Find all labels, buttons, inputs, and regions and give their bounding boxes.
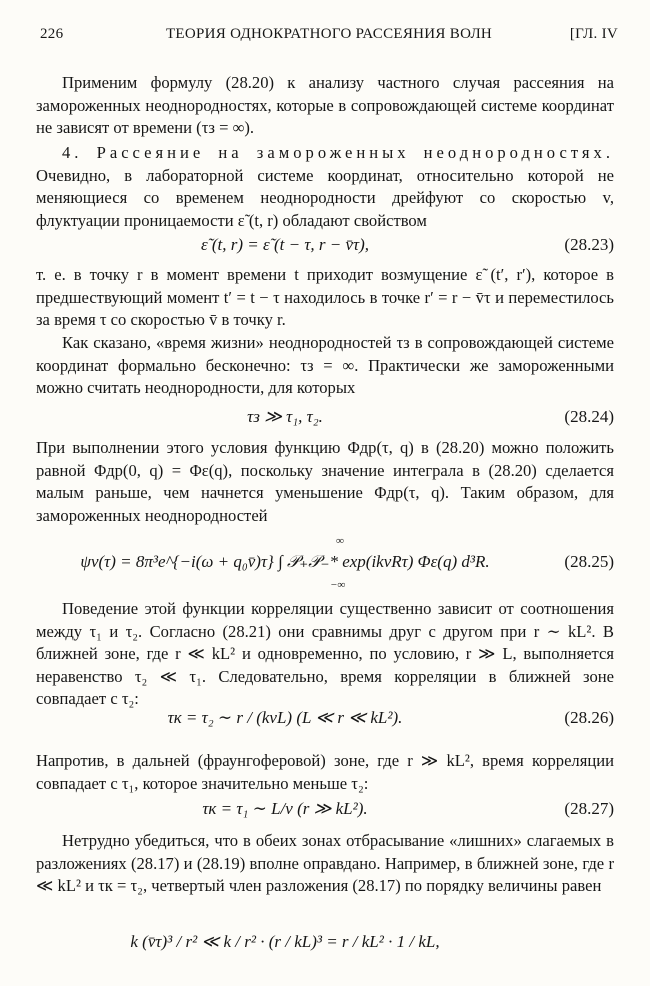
paragraph-correlation: Поведение этой функции корреляции существенно зависит от соотношения между τ₁ и τ₂. Согласно (28.21) они сравнимы друг с другом при r ∼ kL². В ближней зоне, где r ≪ kL² и одновременно, по условию, r ≫ L, выполняется неравенство τ₂ ≪ τ₁. Следовательно, время корреляции в ближней зоне совпадает с τ₂: bbox=[36, 599, 614, 708]
equation-number: (28.27) bbox=[564, 799, 614, 818]
integral-lower-limit: −∞ bbox=[330, 579, 346, 591]
equation-28-26 bbox=[36, 706, 614, 730]
integral-upper-limit: ∞ bbox=[336, 535, 344, 547]
equation-number: (28.24) bbox=[564, 407, 614, 426]
paragraph-intro: Применим формулу (28.20) к анализу частного случая рассеяния на замороженных неоднородностях, которые в сопровождающей системе координат не зависят от времени (τз = ∞). bbox=[36, 73, 614, 137]
equation-body: τк = τ₂ ∼ r / (kvL) (L ≪ r ≪ kL²). bbox=[167, 708, 403, 727]
running-title: ТЕОРИЯ ОДНОКРАТНОГО РАССЕЯНИЯ ВОЛН bbox=[165, 26, 493, 42]
equation-body: τк = τ₁ ∼ L/v (r ≫ kL²). bbox=[202, 799, 368, 818]
equation-body: ψv(τ) = 8π³e^{−i(ω + q₀v̄)τ} ∫ 𝒫₊𝒫₋* exp(ikvRτ) Φε(q) d³R. bbox=[80, 552, 490, 571]
equation-body: τз ≫ τ₁, τ₂. bbox=[247, 407, 323, 426]
equation-28-27 bbox=[36, 797, 614, 821]
paragraph-justification: Нетрудно убедиться, что в обеих зонах отбрасывание «лишних» слагаемых в разложениях (28.17) и (28.19) вполне оправдано. Например, в ближней зоне, где r ≪ kL² и τк = τ₂, четвертый член разложения (28.17) по порядку величины равен bbox=[36, 831, 614, 895]
paragraph-explanation: т. е. в точку r в момент времени t приходит возмущение ε̃ (t′, r′), которое в предшествующий момент t′ = t − τ находилось в точке r′ = r − v̄τ и переместилось за время τ со скоростью v̄ в точку r. bbox=[36, 265, 614, 329]
equation-number: (28.23) bbox=[564, 235, 614, 254]
equation-28-23 bbox=[36, 233, 614, 257]
paragraph-condition: При выполнении этого условия функцию Φдр(τ, q) в (28.20) можно положить равной Φдр(0, q) = Φε(q), поскольку значение интеграла в (28.20) сделается малым раньше, чем начнется уменьшение Φдр(τ, q). Таким образом, для замороженных неоднородностей bbox=[36, 438, 614, 525]
section-heading: 4. Рассеяние на замороженных неоднородностях. bbox=[62, 143, 614, 162]
paragraph-far-zone: Напротив, в дальней (фраунгоферовой) зоне, где r ≫ kL², время корреляции совпадает с τ₁, которое значительно меньше τ₂: bbox=[36, 751, 614, 793]
chapter-label: [ГЛ. IV bbox=[569, 26, 618, 42]
running-header bbox=[40, 26, 618, 50]
equation-estimate bbox=[36, 930, 614, 954]
equation-body: k (v̄τ)³ / r² ≪ k / r² · (r / kL)³ = r / kL² · 1 / kL, bbox=[130, 932, 440, 951]
equation-number: (28.25) bbox=[564, 552, 614, 571]
equation-body: ε̃ (t, r) = ε̃ (t − τ, r − v̄τ), bbox=[200, 235, 370, 254]
page-number: 226 bbox=[40, 26, 64, 42]
equation-28-25 bbox=[36, 534, 614, 590]
equation-number: (28.26) bbox=[564, 708, 614, 727]
paragraph-section-4: 4. Рассеяние на замороженных неоднородностях. Очевидно, в лабораторной системе координат, относительно которой не меняющиеся со временем неоднородности дрейфуют со скоростью v, флуктуации проницаемости ε̃ (t, r) обладают свойством bbox=[36, 143, 614, 230]
paragraph-lifetime: Как сказано, «время жизни» неоднородностей τз в сопровождающей системе координат формально бесконечно: τз = ∞. Практически же замороженными можно считать неоднородности, для которых bbox=[36, 333, 614, 397]
equation-28-24 bbox=[36, 405, 614, 429]
